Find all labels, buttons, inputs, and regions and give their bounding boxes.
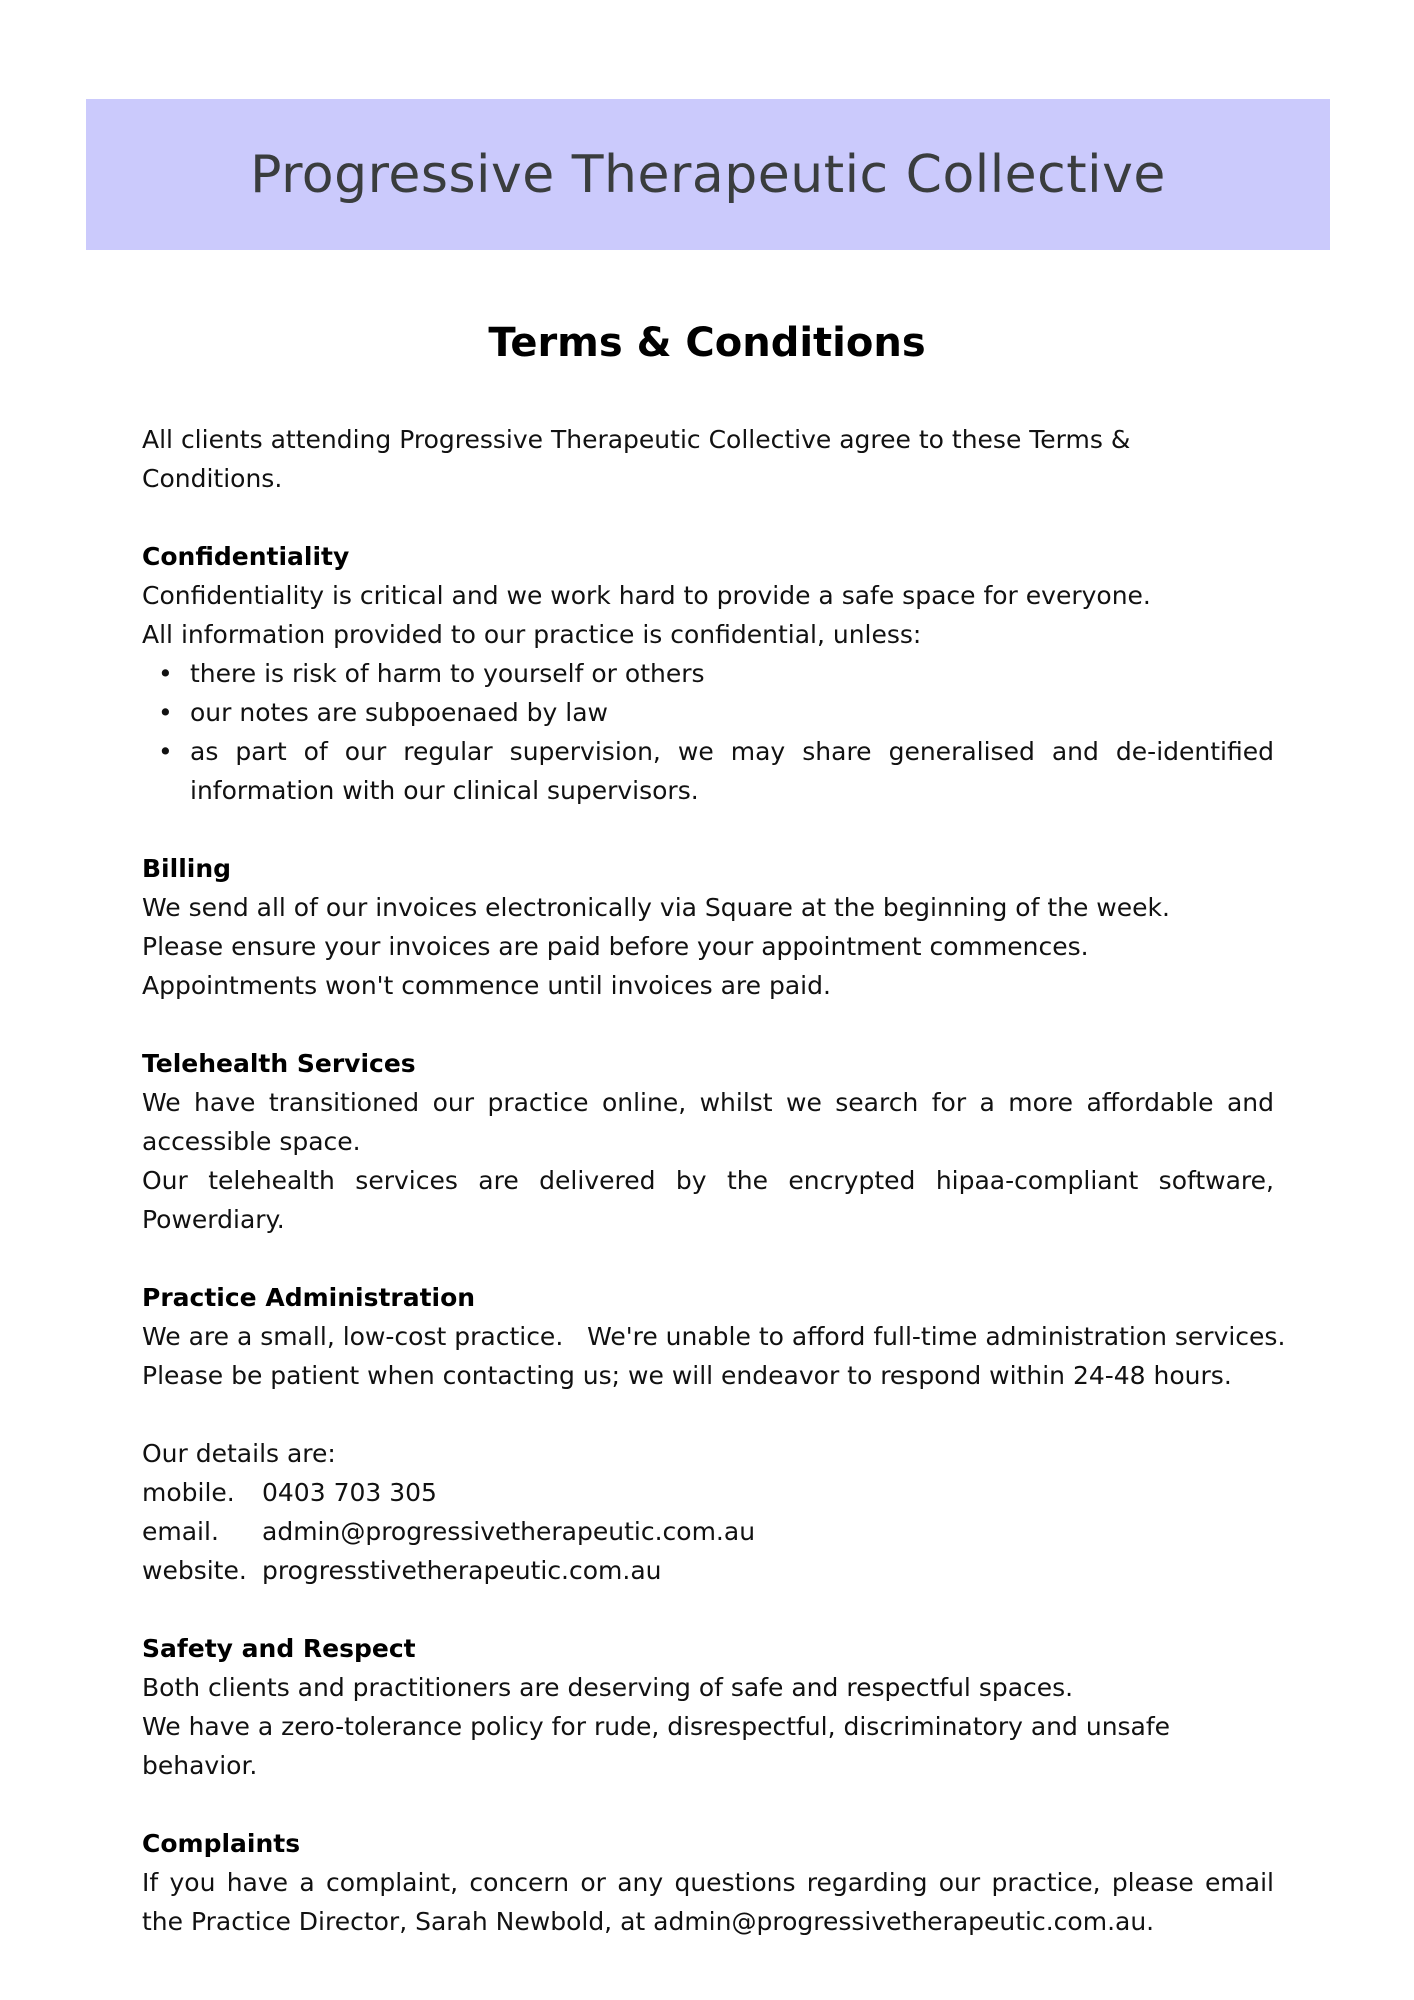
mobile-label: mobile. <box>142 1478 235 1507</box>
website-row <box>142 1551 1274 1590</box>
header-banner <box>86 99 1330 250</box>
banner-title: Progressive Therapeutic Collective <box>250 144 1166 205</box>
page-title: Terms & Conditions <box>488 320 926 366</box>
email-value: admin@progressivetherapeutic.com.au <box>262 1517 756 1546</box>
complaints-heading: Complaints <box>142 1829 301 1858</box>
telehealth-paragraph-1: We have transitioned our practice online, whilst we search for a more affordable and accessible space. <box>142 1088 1274 1156</box>
safety-heading: Safety and Respect <box>142 1634 416 1663</box>
confidentiality-line-2: All information provided to our practice is confidential, unless: <box>142 620 922 649</box>
billing-line-1: We send all of our invoices electronically via Square at the beginning of the week. <box>142 893 1170 922</box>
administration-line-2: Please be patient when contacting us; we will endeavor to respond within 24-48 hours. <box>142 1361 1232 1390</box>
list-item <box>158 732 1274 810</box>
safety-line-1: Both clients and practitioners are deserving of safe and respectful spaces. <box>142 1673 1074 1702</box>
billing-line-2: Please ensure your invoices are paid before your appointment commences. <box>142 932 1089 961</box>
email-label: email. <box>142 1517 219 1546</box>
list-item <box>158 654 1274 693</box>
section-complaints <box>142 1824 1274 1941</box>
document-body <box>142 420 1286 1941</box>
confidentiality-heading: Confidentiality <box>142 542 350 571</box>
safety-line-2: We have a zero-tolerance policy for rude, disrespectful, discriminatory and unsafe behavior. <box>142 1712 1171 1780</box>
bullet-icon: • <box>158 698 173 727</box>
confidentiality-exceptions-list <box>142 654 1274 810</box>
section-billing <box>142 849 1274 1005</box>
mobile-row <box>142 1473 1274 1512</box>
mobile-value: 0403 703 305 <box>262 1478 437 1507</box>
billing-heading: Billing <box>142 854 232 883</box>
bullet-icon: • <box>158 737 173 766</box>
telehealth-heading: Telehealth Services <box>142 1049 416 1078</box>
confidentiality-line-1: Confidentiality is critical and we work hard to provide a safe space for everyone. <box>142 581 1151 610</box>
list-item-text: as part of our regular supervision, we may share generalised and de-identified information with our clinical supervisors. <box>190 737 1274 805</box>
list-item-text: our notes are subpoenaed by law <box>190 698 609 727</box>
section-confidentiality <box>142 537 1274 810</box>
administration-heading: Practice Administration <box>142 1283 476 1312</box>
email-row <box>142 1512 1274 1551</box>
complaints-paragraph: If you have a complaint, concern or any questions regarding our practice, please email the Practice Director, Sarah Newbold, at admin@progressivetherapeutic.com.au. <box>142 1868 1274 1936</box>
billing-line-3: Appointments won't commence until invoices are paid. <box>142 971 831 1000</box>
bullet-icon: • <box>158 659 173 688</box>
telehealth-paragraph-2: Our telehealth services are delivered by the encrypted hipaa-compliant software, Powerdiary. <box>142 1166 1274 1234</box>
website-value: progresstivetherapeutic.com.au <box>262 1556 662 1585</box>
section-administration <box>142 1278 1286 1395</box>
section-safety <box>142 1629 1274 1785</box>
administration-line-1: We are a small, low-cost practice. We're unable to afford full-time administration services. <box>142 1322 1286 1351</box>
intro-text: All clients attending Progressive Therapeutic Collective agree to these Terms & Conditions. <box>142 425 1131 493</box>
website-label: website. <box>142 1556 247 1585</box>
details-intro: Our details are: <box>142 1439 336 1468</box>
section-telehealth <box>142 1044 1274 1239</box>
list-item <box>158 693 1274 732</box>
list-item-text: there is risk of harm to yourself or others <box>190 659 705 688</box>
contact-details <box>142 1434 1274 1590</box>
